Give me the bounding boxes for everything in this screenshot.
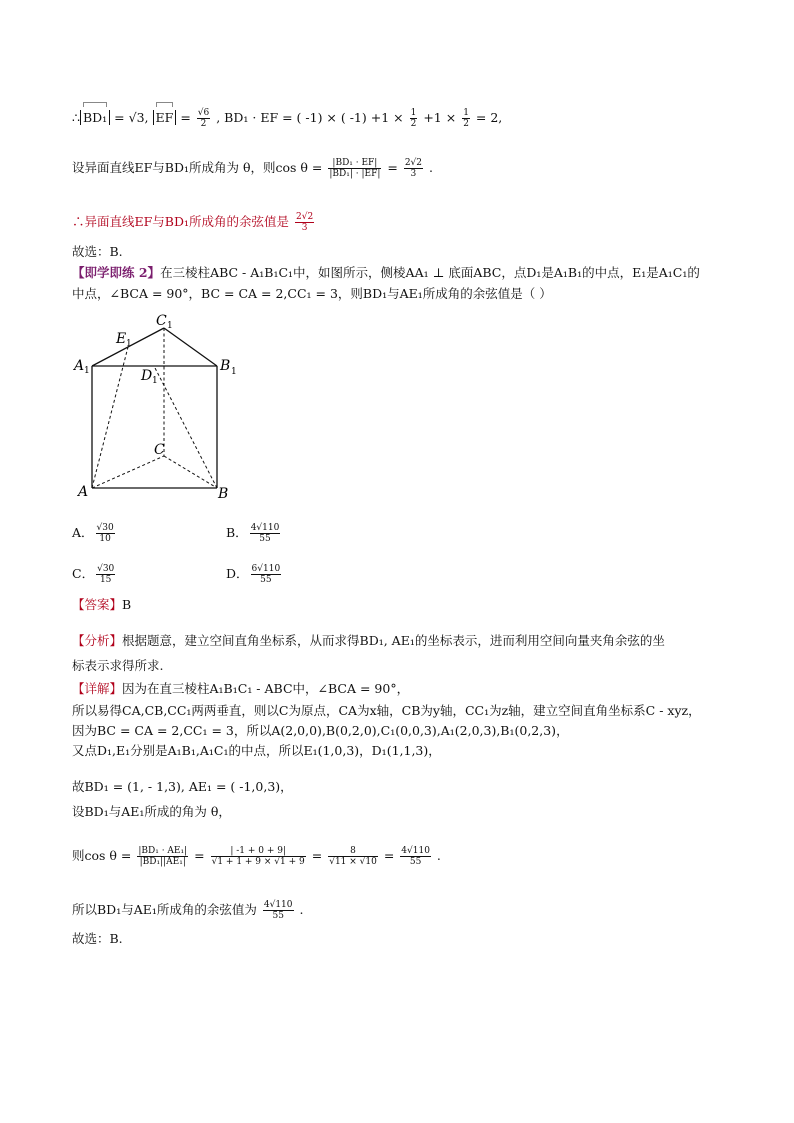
fraction: $\frac{8}{√11 \times √10}$ xyxy=(329,846,377,867)
option-a[interactable]: A． $\frac{√30}{10}$ xyxy=(72,523,114,544)
label-b: B xyxy=(218,486,229,502)
label-a: A xyxy=(78,484,89,500)
prism-diagram xyxy=(72,308,252,508)
fraction: $\frac{1}{2}$ xyxy=(410,108,417,129)
problem-statement: 【即学即练 2】在三棱柱ABC - A₁B₁C₁中，如图所示，侧棱AA₁ ⊥ 底面ABC，点D₁是A₁B₁的中点，E₁是A₁C₁的 xyxy=(72,265,700,280)
label-c: C xyxy=(154,442,165,458)
label-e1: E xyxy=(116,331,127,347)
svg-text:1: 1 xyxy=(167,321,173,331)
analysis-line-cont: 标表示求得所求. xyxy=(72,658,164,673)
fraction: $\frac{6√110}{55}$ xyxy=(251,564,281,585)
svg-text:1: 1 xyxy=(126,339,132,349)
detail-line-9: 故选：B. xyxy=(72,931,123,946)
fraction: $\frac{| -1 + 0 + 9|}{√1 + 1 + 9 \times √1 + 9}$ xyxy=(211,846,305,867)
option-b[interactable]: B． $\frac{4√110}{55}$ xyxy=(226,523,280,544)
detail-line-8: 所以BD₁与AE₁所成角的余弦值为 $\frac{4√110}{55}$ . xyxy=(72,900,304,921)
detail-line-6: 设BD₁与AE₁所成的角为 θ， xyxy=(72,804,231,819)
svg-text:1: 1 xyxy=(152,376,158,386)
label-c1: C xyxy=(156,313,167,329)
answer-line: 【答案】B xyxy=(72,597,132,612)
detail-label: 【详解】 xyxy=(72,681,123,696)
choice-line: 故选：B. xyxy=(72,244,123,259)
analysis-line: 【分析】根据题意，建立空间直角坐标系，从而求得BD₁, AE₁的坐标表示，进而利用空间向量夹角余弦的坐 xyxy=(72,633,665,648)
svg-text:1: 1 xyxy=(84,366,90,376)
cosine-definition-line: 设异面直线EF与BD₁所成角为 θ，则cos θ = $\frac{\text{|BD₁ · EF|}}{\text{|BD₁| · |EF|}}$ = $\frac{2√2}{3}$ . xyxy=(72,158,433,179)
vector-ef: EF xyxy=(155,110,174,125)
analysis-label: 【分析】 xyxy=(72,633,123,648)
option-d[interactable]: D． $\frac{6√110}{55}$ xyxy=(226,564,281,585)
option-c[interactable]: C． $\frac{√30}{15}$ xyxy=(72,564,115,585)
label-d1: D xyxy=(141,368,153,384)
svg-text:1: 1 xyxy=(231,367,237,377)
fraction: $\frac{\text{|BD₁ · EF|}}{\text{|BD₁| · |EF|}}$ xyxy=(329,158,381,179)
fraction: $\frac{4√110}{55}$ xyxy=(250,523,280,544)
fraction: $\frac{4√110}{55}$ xyxy=(401,846,430,867)
section-label: 【即学即练 2】 xyxy=(72,265,161,280)
detail-line-7: 则cos θ = $\frac{\text{|BD₁ · AE₁|}}{\text{|BD₁||AE₁|}}$ = $\frac{| -1 + 0 + 9|}{√1 + 1 + 9 \times √1 + 9}$ = $\frac{8}{√11 \times √10}$ = $\frac{4√110}{55}$ . xyxy=(72,846,441,867)
label-a1: A xyxy=(74,358,85,374)
fraction: $\frac{√30}{15}$ xyxy=(97,564,115,585)
fraction: $\frac{4√110}{55}$ xyxy=(263,900,293,921)
fraction: $\frac{2√2}{3}$ xyxy=(404,158,422,179)
fraction: $\frac{1}{2}$ xyxy=(463,108,469,129)
fraction: $\frac{2√2}{3}$ xyxy=(296,212,314,233)
vector-lengths-line: ∴ BD₁ = √3, EF = $\frac{√6}{2}$ , BD₁ · EF = ( -1) × ( -1) +1 × $\frac{1}{2}$ +1 × $\frac{1}{2}$ = 2, xyxy=(72,108,503,129)
detail-line-4: 又点D₁,E₁分别是A₁B₁,A₁C₁的中点，所以E₁(1,0,3)，D₁(1,1,3)， xyxy=(72,743,441,758)
conclusion-line: ∴异面直线EF与BD₁所成角的余弦值是 $\frac{2√2}{3}$ xyxy=(72,212,314,233)
fraction: $\frac{√30}{10}$ xyxy=(96,523,114,544)
detail-line-2: 所以易得CA,CB,CC₁两两垂直，则以C为原点，CA为x轴，CB为y轴，CC₁为z轴，建立空间直角坐标系C - xyz， xyxy=(72,703,701,718)
fraction: $\frac{√6}{2}$ xyxy=(197,108,210,129)
vector-bd1: BD₁ xyxy=(82,110,108,125)
label-b1: B xyxy=(220,358,231,374)
detail-line-3: 因为BC = CA = 2,CC₁ = 3，所以A(2,0,0),B(0,2,0),C₁(0,0,3),A₁(2,0,3),B₁(0,2,3)， xyxy=(72,723,569,738)
answer-label: 【答案】 xyxy=(72,597,123,612)
detail-line-1: 【详解】因为在直三棱柱A₁B₁C₁ - ABC中，∠BCA = 90°， xyxy=(72,681,410,696)
detail-line-5: 故BD₁ = (1, - 1,3), AE₁ = ( -1,0,3)， xyxy=(72,779,293,794)
problem-statement-cont: 中点，∠BCA = 90°，BC = CA = 2,CC₁ = 3，则BD₁与AE₁所成角的余弦值是（ ） xyxy=(72,286,552,301)
fraction: $\frac{\text{|BD₁ · AE₁|}}{\text{|BD₁||AE₁|}}$ xyxy=(138,846,188,867)
